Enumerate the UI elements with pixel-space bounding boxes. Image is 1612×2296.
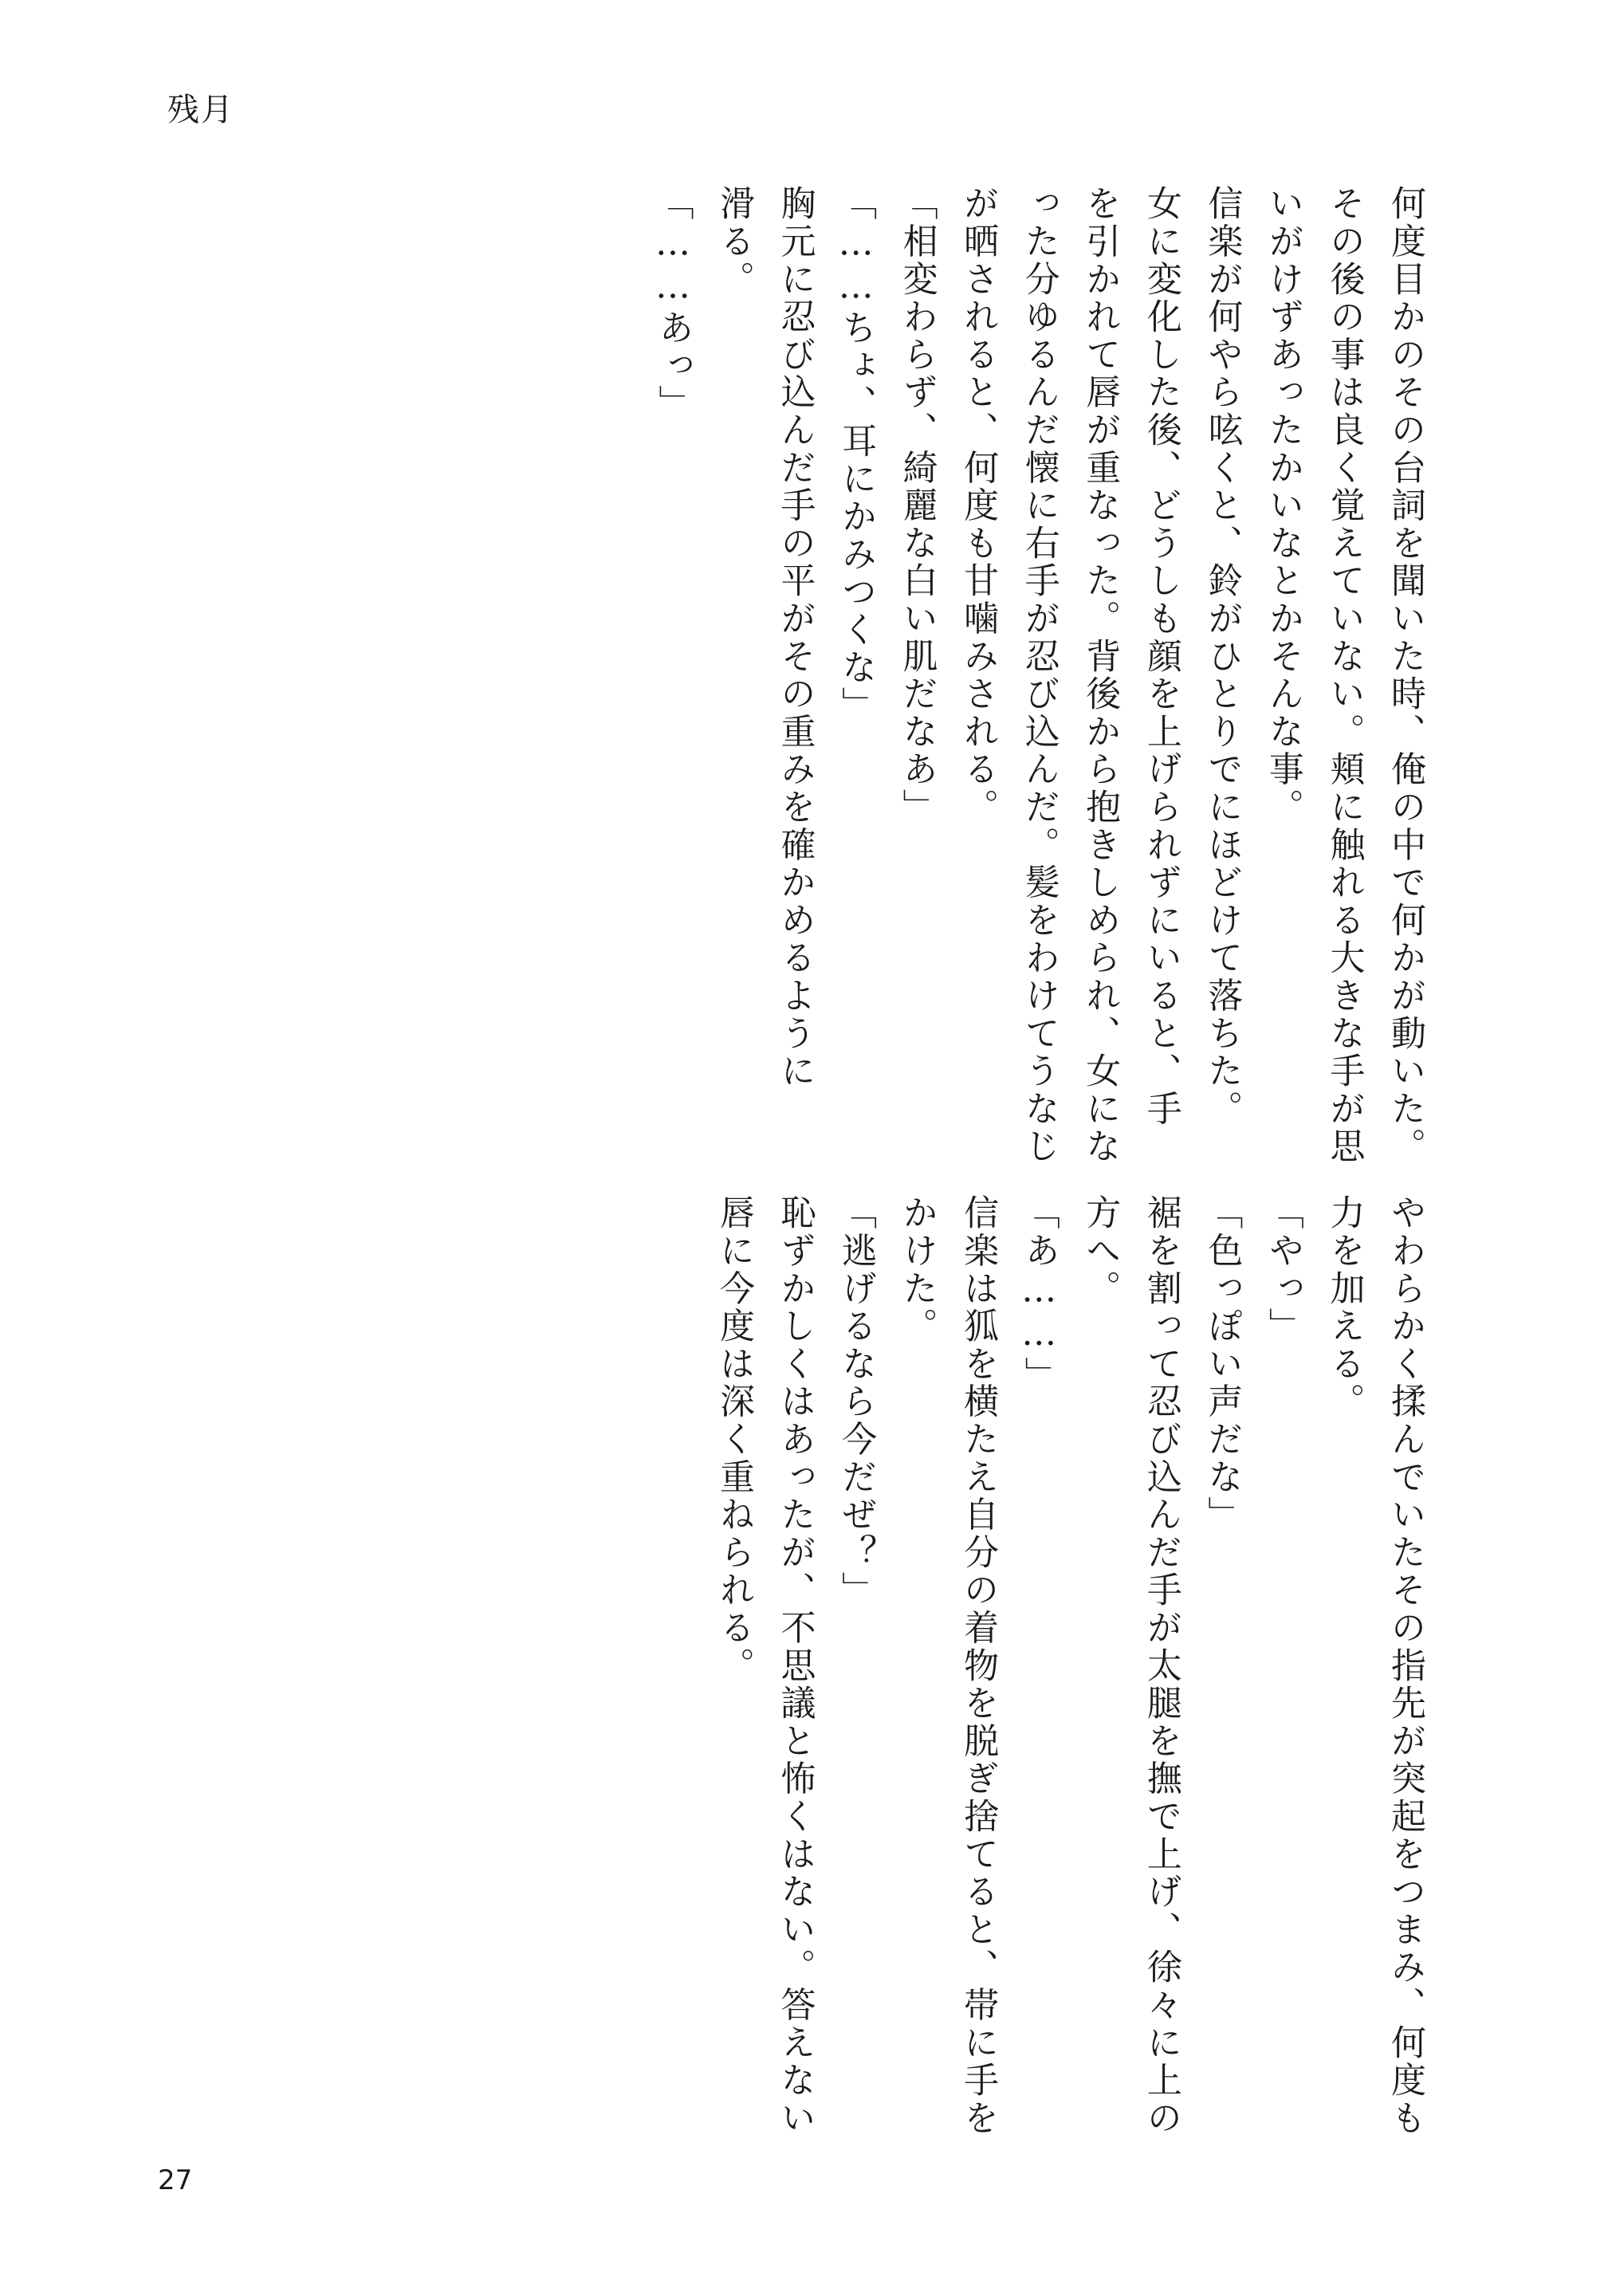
- lower-text-block: [128, 1194, 1435, 2135]
- text-line: 胸元に忍び込んだ手の平がその重みを確かめるように: [774, 185, 816, 1091]
- upper-text-block: [128, 185, 1435, 1166]
- text-line: 力を加える。: [1323, 1194, 1365, 1421]
- text-line: その後の事は良く覚えていない。頬に触れる大きな手が思: [1323, 185, 1365, 1166]
- text-line: 「色っぽい声だな」: [1201, 1194, 1243, 1534]
- text-line: 「……ちょ、耳にかみつくな」: [835, 185, 877, 725]
- text-line: 女に変化した後、どうしも顔を上げられずにいると、手: [1140, 185, 1181, 1128]
- text-line: かけた。: [896, 1194, 938, 1346]
- text-line: 滑る。: [713, 185, 754, 298]
- text-line: 「……あっ」: [652, 185, 694, 423]
- text-line: 「あ……」: [1018, 1194, 1060, 1394]
- text-line: 裾を割って忍び込んだ手が太腿を撫で上げ、徐々に上の: [1140, 1194, 1181, 2137]
- text-line: 恥ずかしくはあったが、不思議と怖くはない。答えない: [774, 1194, 816, 2137]
- text-line: 「逃げるなら今だぜ？」: [835, 1194, 877, 1610]
- text-line: 何度目かのその台詞を聞いた時、俺の中で何かが動いた。: [1385, 185, 1425, 1166]
- text-line: 信楽が何やら呟くと、鈴がひとりでにほどけて落ちた。: [1201, 185, 1243, 1128]
- text-line: を引かれて唇が重なった。背後から抱きしめられ、女にな: [1079, 185, 1121, 1166]
- text-line: 方へ。: [1079, 1194, 1121, 1307]
- text-line: やわらかく揉んでいたその指先が突起をつまみ、何度も: [1385, 1194, 1425, 2137]
- text-line: 「相変わらず、綺麗な白い肌だなあ」: [896, 185, 938, 827]
- text-line: いがけずあったかいなとかそんな事。: [1262, 185, 1303, 827]
- text-line: 唇に今度は深く重ねられる。: [713, 1194, 754, 1685]
- text-line: った分ゆるんだ懐に右手が忍び込んだ。髪をわけてうなじ: [1018, 185, 1060, 1166]
- page-number: 27: [158, 2164, 193, 2196]
- running-head: 残月: [167, 92, 234, 128]
- text-line: 「やっ」: [1262, 1194, 1303, 1346]
- text-line: 信楽は狐を横たえ自分の着物を脱ぎ捨てると、帯に手を: [957, 1194, 999, 2137]
- text-line: が晒されると、何度も甘噛みされる。: [957, 185, 999, 827]
